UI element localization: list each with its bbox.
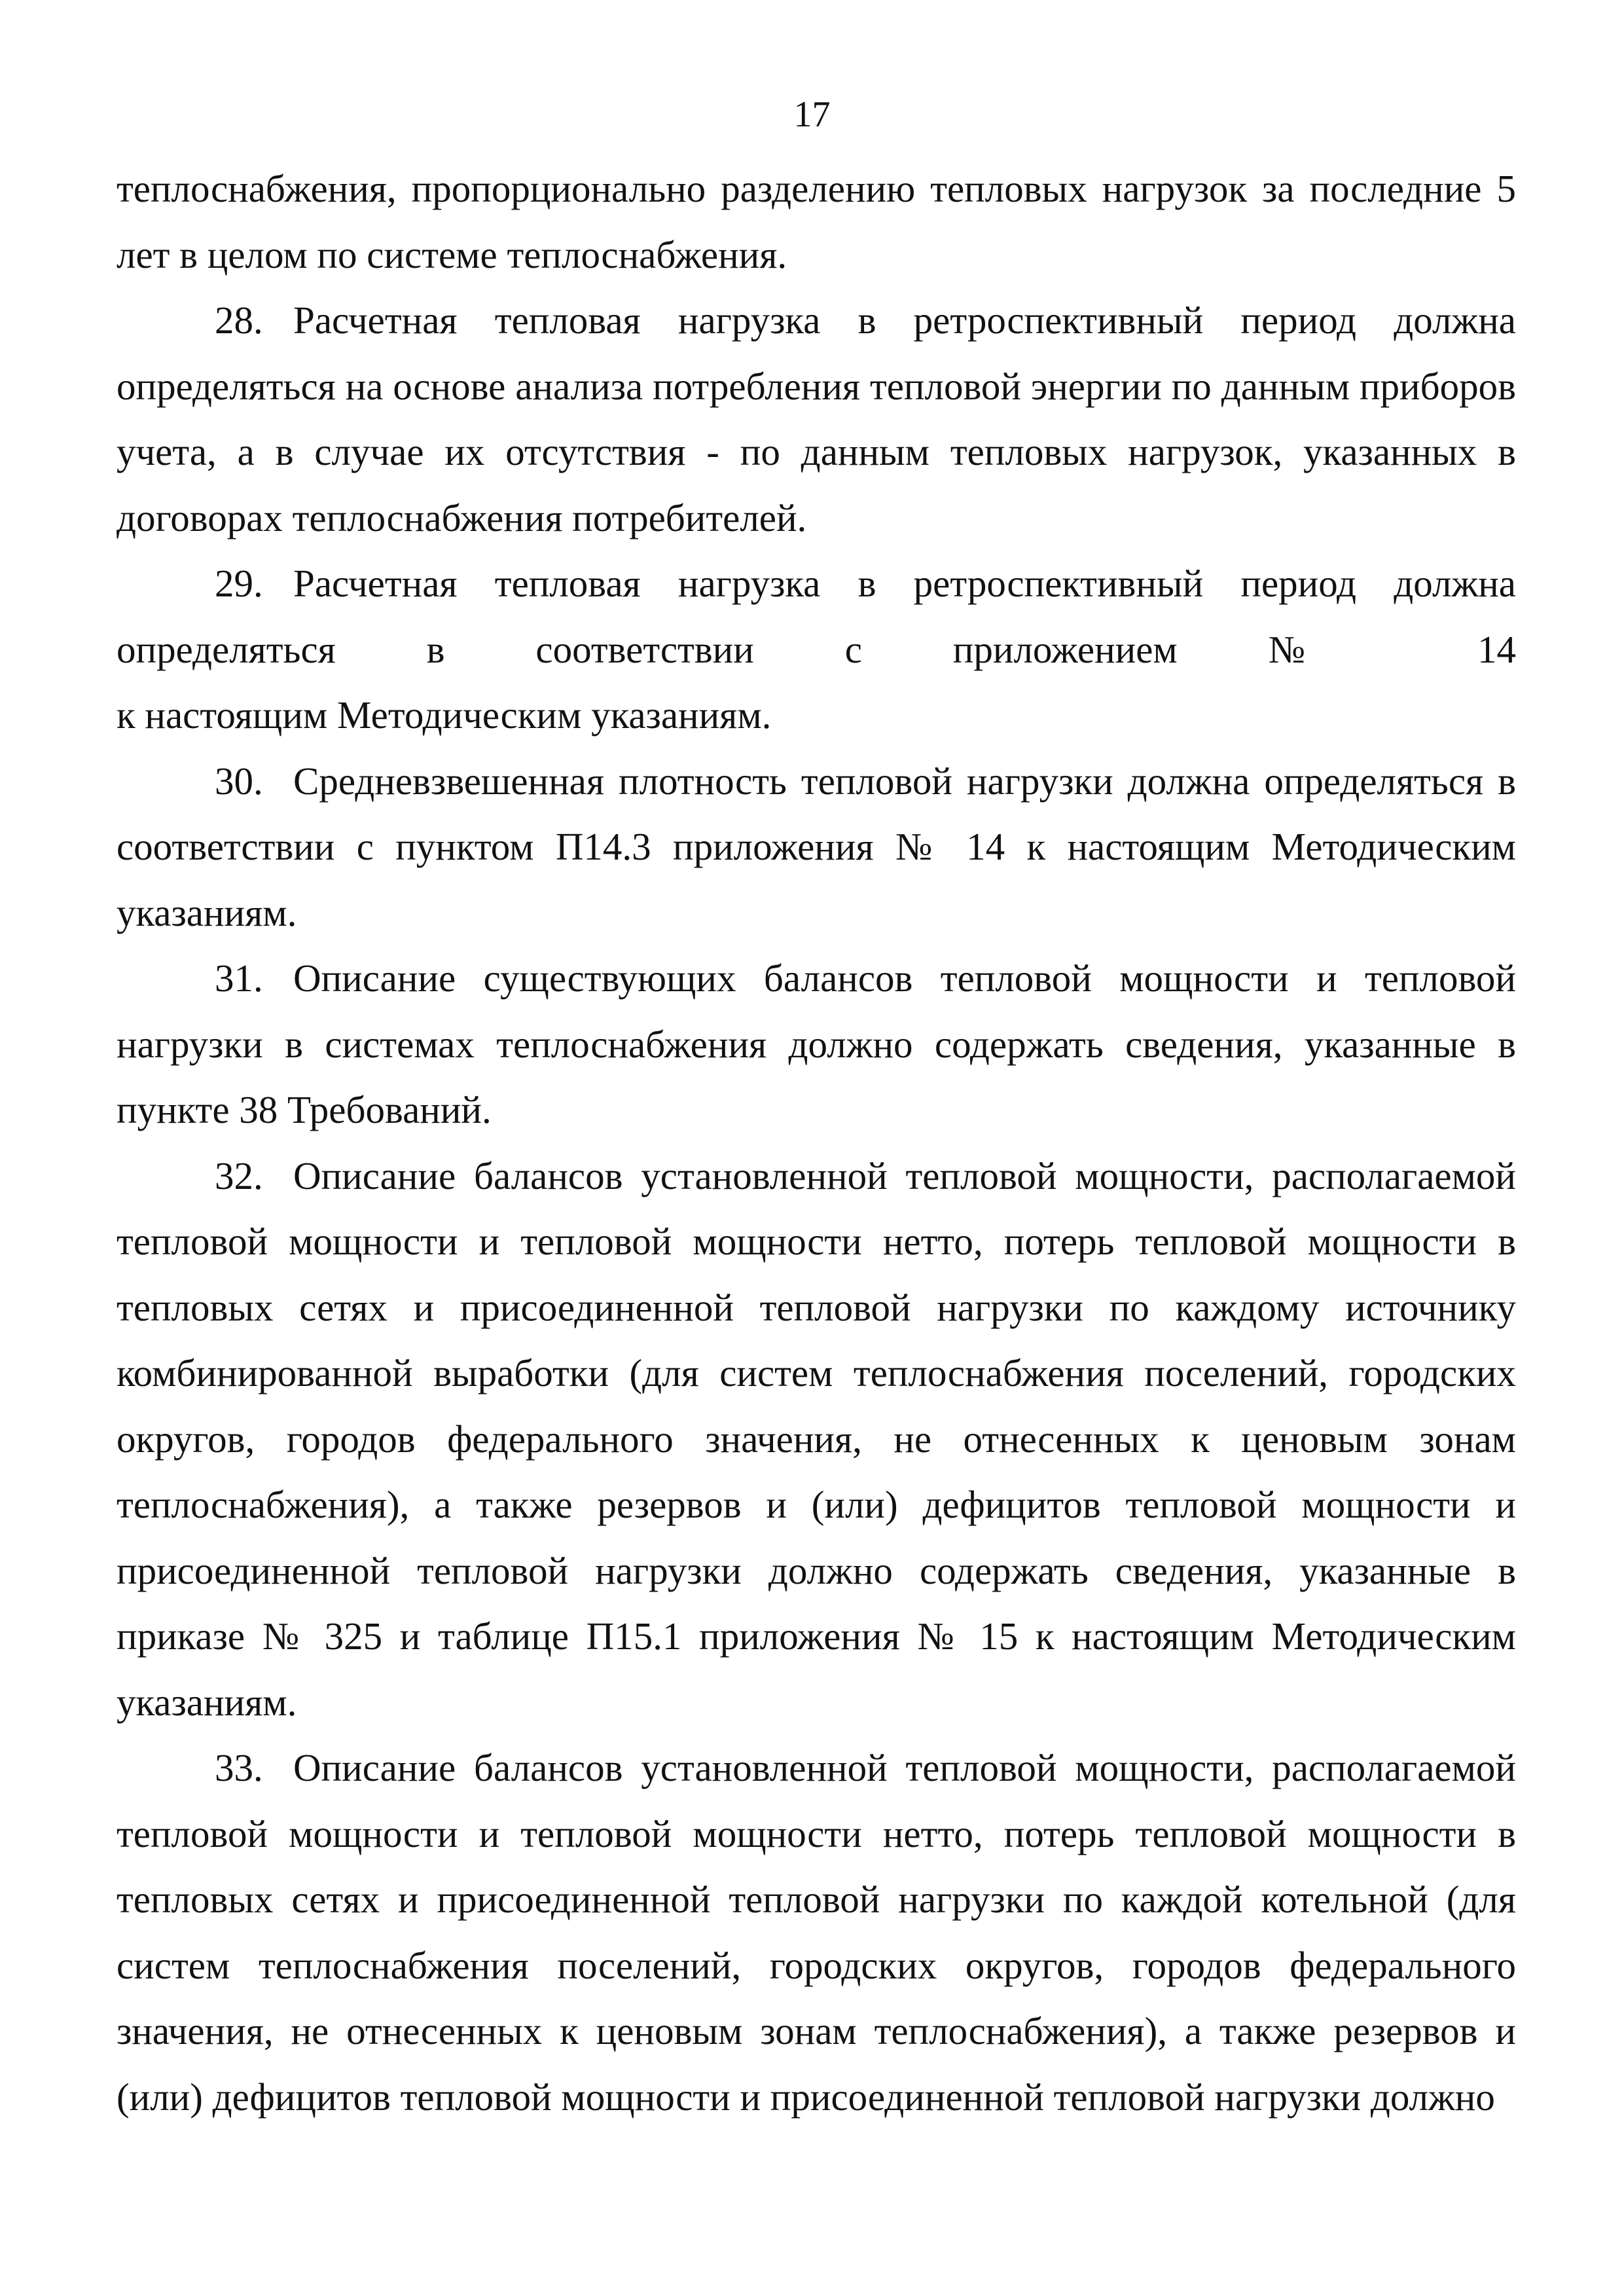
paragraph-31 [117, 945, 1516, 1143]
paragraph-text: Описание существующих балансов тепловой мощности и тепловой нагрузки в системах теплоснабжения должно содержать сведения, указанные в пункте 38 Требований. [117, 957, 1516, 1131]
paragraph-number: 33. [215, 1746, 263, 1789]
paragraph-number: 30. [215, 759, 263, 803]
paragraph-number: 29. [215, 562, 263, 605]
paragraph-29-line-3 [117, 682, 1516, 748]
paragraph-29-line-2 [117, 617, 1516, 683]
paragraph-number: 32. [215, 1154, 263, 1197]
paragraph-text: к настоящим Методическим указаниям. [117, 693, 772, 737]
paragraph-number: 31. [215, 957, 263, 1000]
paragraph-text: Описание балансов установленной тепловой мощности, располагаемой тепловой мощности и тепловой мощности нетто, потерь тепловой мощности в тепловых сетях и присоединенной тепловой нагрузки по каждому источнику комбинированной выработки (для систем теплоснабжения поселений, городских округов, городов федерального значения, не отнесенных к ценовым зонам теплоснабжения), а также резервов и (или) дефицитов тепловой мощности и присоединенной тепловой нагрузки должно содержать сведения, указанные в приказе № 325 и таблице П15.1 приложения № 15 к настоящим Методическим указаниям. [117, 1154, 1516, 1724]
paragraph-text: Описание балансов установленной тепловой мощности, располагаемой тепловой мощности и тепловой мощности нетто, потерь тепловой мощности в тепловых сетях и присоединенной тепловой нагрузки по каждой котельной (для систем теплоснабжения поселений, городских округов, городов федерального значения, не отнесенных к ценовым зонам теплоснабжения), а также резервов и (или) дефицитов тепловой мощности и присоединенной тепловой нагрузки должно [117, 1746, 1516, 2119]
page-number: 17 [793, 94, 831, 135]
paragraph-text: определяться в соответствии с приложением № 14 [117, 627, 1516, 671]
paragraph-text: Средневзвешенная плотность тепловой нагрузки должна определяться в соответствии с пунктом П14.3 приложения № 14 к настоящим Методическим указаниям. [117, 759, 1516, 934]
paragraph-number: 28. [215, 299, 263, 342]
paragraph-30 [117, 748, 1516, 946]
paragraph-text: теплоснабжения, пропорционально разделению тепловых нагрузок за последние 5 лет в целом по системе теплоснабжения. [117, 167, 1516, 276]
paragraph-text: Расчетная тепловая нагрузка в ретроспективный период должна [293, 562, 1516, 605]
paragraph-29-line-1 [117, 551, 1516, 617]
paragraph-text: Расчетная тепловая нагрузка в ретроспективный период должна определяться на основе анализа потребления тепловой энергии по данным приборов учета, а в случае их отсутствия - по данным тепловых нагрузок, указанных в договорах теплоснабжения потребителей. [117, 299, 1516, 539]
document-body [117, 156, 1516, 2130]
paragraph-28 [117, 287, 1516, 551]
paragraph-continuation [117, 156, 1516, 287]
paragraph-32 [117, 1143, 1516, 1736]
paragraph-33 [117, 1735, 1516, 2130]
